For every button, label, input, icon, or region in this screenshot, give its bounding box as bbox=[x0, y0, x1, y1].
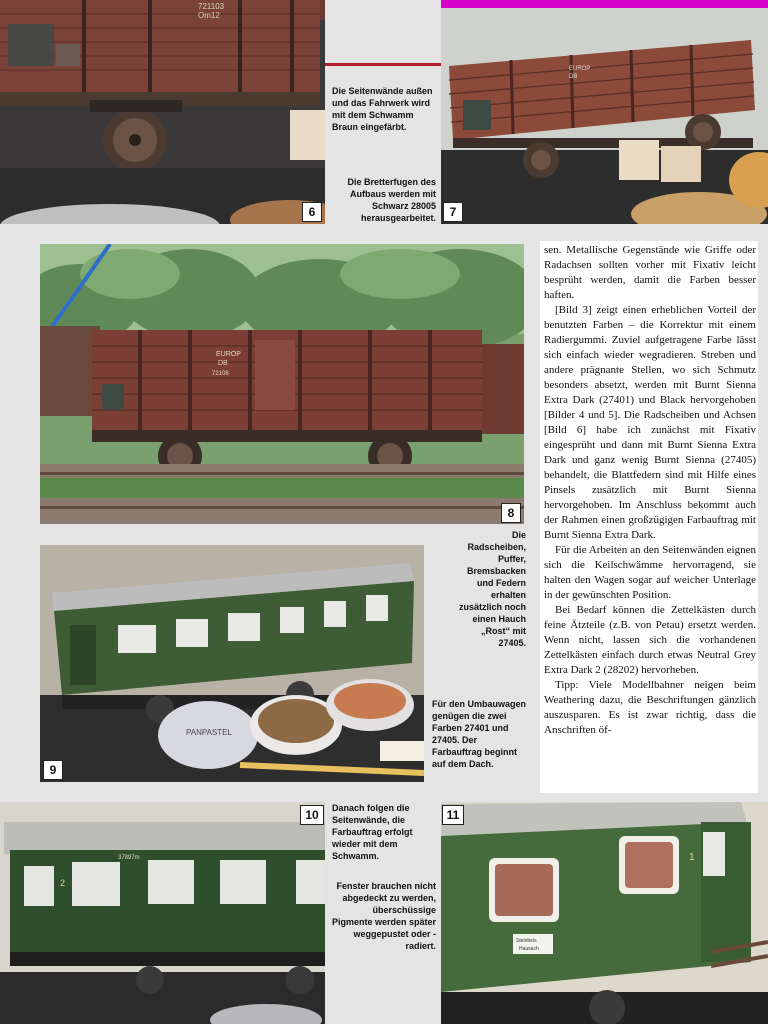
destination-sign-text: Hausach bbox=[519, 946, 539, 952]
photo-number-badge: 10 bbox=[300, 805, 324, 825]
wagon-marking: 72106 bbox=[212, 371, 229, 377]
photo-6-wagon-detail bbox=[0, 0, 325, 224]
wagon-marking: 1 bbox=[689, 852, 695, 863]
photo-10-passenger-car-sides bbox=[0, 802, 325, 1024]
destination-sign-text: Steinbeis bbox=[516, 938, 537, 944]
article-paragraph: Tipp: Viele Modellbahner neigen beim Weathering dazu, die Beschriftungen gänzlich auszusparen. Es ist zwar richtig, dass die Anschriften öf- bbox=[544, 679, 756, 736]
photo-8-wagon-on-layout bbox=[40, 244, 524, 524]
red-rule bbox=[325, 63, 441, 66]
caption-6a: Die Seitenwände außen und das Fahrwerk wird mit dem Schwamm Braun eingefärbt. bbox=[332, 86, 433, 132]
photo-number-badge: 6 bbox=[302, 202, 322, 222]
photo-number-badge: 7 bbox=[443, 202, 463, 222]
wagon-marking: 721103 bbox=[198, 2, 225, 11]
article-paragraph: Bei Bedarf können die Zettelkästen durch feine Ätzteile (z.B. von Petau) ersetzt werden. Wenn nicht, lassen sich die vorhandenen Zettelkästen einfach durch etwas Neutral Grey Extra Dark 2 (28202) hervorheben. bbox=[544, 604, 756, 676]
photo-number-badge: 9 bbox=[43, 760, 63, 780]
photo-7-wagon bbox=[441, 0, 768, 224]
wagon-marking: EUROP bbox=[569, 66, 591, 72]
wagon-marking: EUROP bbox=[216, 351, 241, 358]
pastel-brand-label: PANPASTEL bbox=[186, 728, 232, 737]
article-paragraph: sen. Metallische Gegenstände wie Griffe oder Radachsen sollten vorher mit Fixativ leicht besprüht werden, damit die Farben besser haften. bbox=[544, 244, 756, 301]
caption-10b: Fenster brauchen nicht abgedeckt zu werden, überschüssige Pigmente werden später weggepustet oder -radiert. bbox=[331, 881, 436, 951]
photo-number-badge: 11 bbox=[442, 805, 464, 825]
wagon-marking: 2 bbox=[60, 878, 66, 888]
article-paragraph: Für die Arbeiten an den Seitenwänden eignen sich die Keilschwämme hervorragend, sie halten den Wagen sogar auf weicher Unterlage in der gewünschten Position. bbox=[544, 544, 756, 601]
wagon-marking: DB bbox=[569, 74, 578, 80]
caption-10a: Danach folgen die Seitenwände, die Farbauftrag erfolgt wieder mit dem Schwamm. bbox=[332, 803, 413, 861]
caption-6b: Die Bretterfugen des Aufbaus werden mit Schwarz 28005 herausgearbeitet. bbox=[347, 177, 436, 223]
photo-number-badge: 8 bbox=[501, 503, 521, 523]
caption-9: Für den Umbauwagen genügen die zwei Farben 27401 und 27405. Der Farbauftrag beginnt auf dem Dach. bbox=[432, 699, 527, 769]
article-text-column bbox=[544, 243, 756, 738]
article-paragraph: [Bild 3] zeigt einen erheblichen Vorteil der benutzten Farben – die Korrektur mit einem Radiergummi. Zuviel aufgetragene Farbe lässt sich einfach wieder wegradieren. Streben und andere prägnante Stellen, wo sich Schmutz besonders absetzt, werden mit Burnt Sienna Extra Dark (27401) und Black hervorgehoben [Bilder 4 und 5]. Die Radscheiben und Achsen [Bild 6] habe ich zunächst mit Fixativ eingesprüht und dann mit Burnt Sienna Extra Dark und ganz wenig Burnt Sienna (27405) behandelt, die Blattfedern sind mit Hilfe eines Pinsels zusätzlich mit Burnt Sienna hervorgehoben. Im Anschluss bekommt auch der Rahmen einen großzügigen Farbauftrag mit Burnt Sienna Extra Dark. bbox=[544, 304, 756, 541]
photo-11-car-closeup bbox=[441, 802, 768, 1024]
caption-8: Die Radscheiben, Puffer, Bremsbacken und Federn erhalten zusätzlich noch einen Hauch „Rost“ mit 27405. bbox=[458, 530, 526, 648]
wagon-marking: Om12 bbox=[198, 11, 220, 20]
wagon-marking: DB bbox=[218, 360, 228, 367]
photo-9-passenger-car bbox=[40, 545, 424, 782]
wagon-marking: 37897m bbox=[118, 855, 140, 861]
